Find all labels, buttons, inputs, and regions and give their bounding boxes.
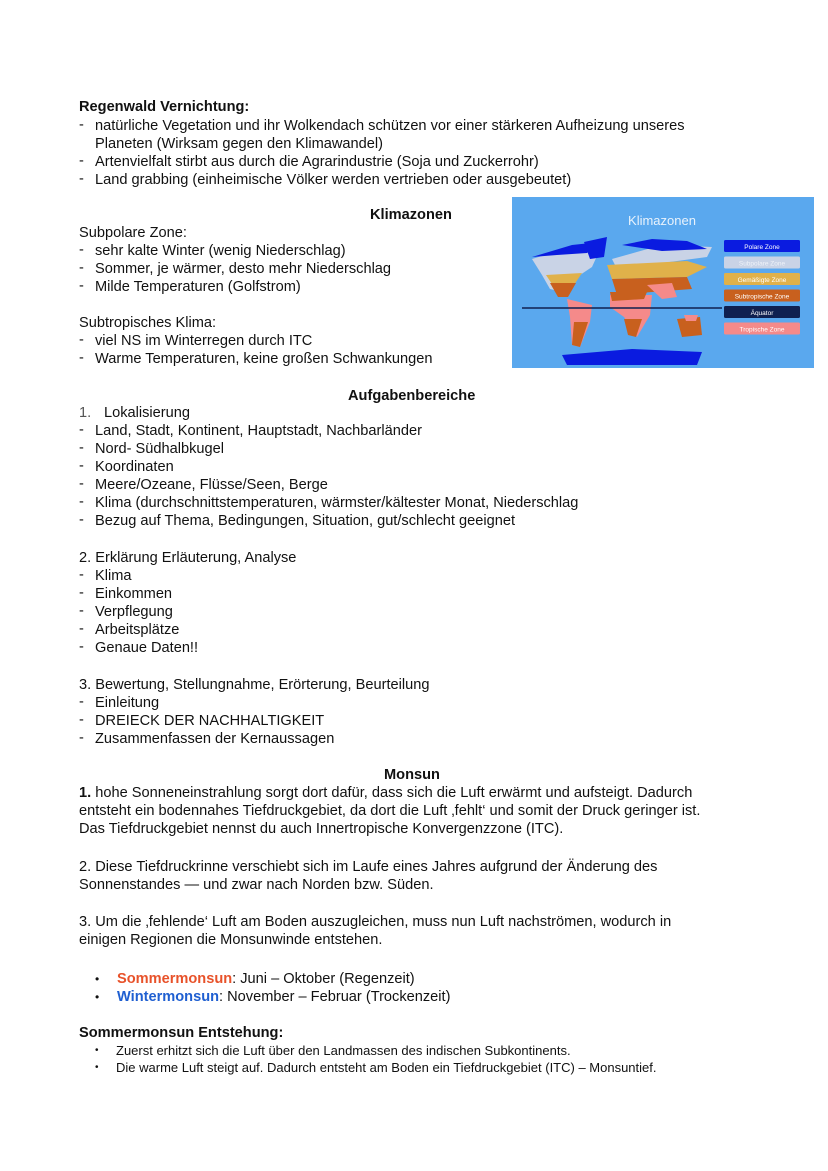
list-item: Nord- Südhalbkugel	[95, 441, 224, 457]
dash: -	[79, 639, 84, 655]
dash: -	[79, 117, 84, 133]
dash: -	[79, 153, 84, 169]
climate-zones-map	[512, 197, 814, 368]
section-title: 3. Bewertung, Stellungnahme, Erörterung, Beurteilung	[79, 677, 430, 693]
paragraph-number: 1.	[79, 785, 92, 801]
paragraph-1-line: entsteht ein bodennahes Tiefdruckgebiet, da dort die Luft ‚fehlt‘ und somit der Druck geringer ist.	[79, 803, 701, 819]
subpolar-title: Subpolare Zone:	[79, 225, 187, 241]
bullet: •	[95, 1062, 99, 1073]
winter-monsoon-label: Wintermonsun	[117, 989, 220, 1005]
list-item: Einkommen	[95, 586, 173, 602]
dash: -	[79, 476, 84, 492]
bullet: •	[95, 990, 100, 1004]
list-item-continued: Planeten (Wirksam gegen den Klimawandel)	[95, 136, 383, 152]
dash: -	[79, 440, 84, 456]
paragraph-3-line: 3. Um die ‚fehlende‘ Luft am Boden auszugleichen, muss nun Luft nachströmen, wodurch in	[79, 914, 672, 930]
paragraph-3-line: einigen Regionen die Monsunwinde entstehen.	[79, 932, 383, 948]
dash: -	[79, 694, 84, 710]
list-item: Meere/Ozeane, Flüsse/Seen, Berge	[95, 477, 328, 493]
winter-monsoon-item	[117, 988, 450, 1006]
dash: -	[79, 458, 84, 474]
list-item: Artenvielfalt stirbt aus durch die Agrarindustrie (Soja und Zuckerrohr)	[95, 154, 539, 170]
list-item: Die warme Luft steigt auf. Dadurch entsteht am Boden ein Tiefdruckgebiet (ITC) – Monsuntief.	[116, 1060, 657, 1075]
list-item: Verpflegung	[95, 604, 173, 620]
summer-monsoon-item	[117, 970, 415, 988]
dash: -	[79, 730, 84, 746]
section-title: 2. Erklärung Erläuterung, Analyse	[79, 550, 297, 566]
list-item: Arbeitsplätze	[95, 622, 180, 638]
paragraph-1-line	[79, 784, 692, 802]
list-item: sehr kalte Winter (wenig Niederschlag)	[95, 243, 346, 259]
dash: -	[79, 621, 84, 637]
subtropisch-title: Subtropisches Klima:	[79, 315, 217, 331]
list-item: Koordinaten	[95, 459, 174, 475]
dash: -	[79, 567, 84, 583]
dash: -	[79, 171, 84, 187]
klimazonen-heading: Klimazonen	[370, 207, 452, 223]
list-item: viel NS im Winterregen durch ITC	[95, 333, 313, 349]
list-item: Milde Temperaturen (Golfstrom)	[95, 279, 301, 295]
entstehung-heading: Sommermonsun Entstehung:	[79, 1025, 284, 1041]
summer-monsoon-text: : Juni – Oktober (Regenzeit)	[232, 971, 415, 987]
list-item: Sommer, je wärmer, desto mehr Niederschlag	[95, 261, 392, 277]
list-item: Land grabbing (einheimische Völker werden vertrieben oder ausgebeutet)	[95, 172, 572, 188]
dash: -	[79, 712, 84, 728]
list-item: Einleitung	[95, 695, 160, 711]
map-title: Klimazonen	[628, 213, 696, 228]
paragraph-2-line: Sonnenstandes — und zwar nach Norden bzw. Süden.	[79, 877, 434, 893]
list-item: Klima	[95, 568, 132, 584]
list-item: natürliche Vegetation und ihr Wolkendach schützen vor einer stärkeren Aufheizung unseres	[95, 118, 685, 134]
list-item: Land, Stadt, Kontinent, Hauptstadt, Nachbarländer	[95, 423, 422, 439]
dash: -	[79, 585, 84, 601]
bullet: •	[95, 972, 100, 986]
winter-monsoon-text: : November – Februar (Trockenzeit)	[219, 989, 451, 1005]
list-item: Zuerst erhitzt sich die Luft über den Landmassen des indischen Subkontinents.	[116, 1043, 571, 1058]
dash: -	[79, 603, 84, 619]
dash: -	[79, 512, 84, 528]
legend-label: Subpolare Zone	[738, 260, 786, 268]
summer-monsoon-label: Sommermonsun	[117, 971, 233, 987]
legend-label: Tropische Zone	[739, 326, 785, 334]
list-item: Klima (durchschnittstemperaturen, wärmster/kältester Monat, Niederschlag	[95, 495, 579, 511]
monsun-heading: Monsun	[384, 767, 440, 783]
list-item: Zusammenfassen der Kernaussagen	[95, 731, 335, 747]
legend-label: Subtropische Zone	[734, 293, 790, 301]
paragraph-text: hohe Sonneneinstrahlung sorgt dort dafür, dass sich die Luft erwärmt und aufsteigt. Dadurch	[91, 785, 693, 801]
list-item: Bezug auf Thema, Bedingungen, Situation, gut/schlecht geeignet	[95, 513, 516, 529]
aufgaben-heading: Aufgabenbereiche	[348, 388, 476, 404]
paragraph-2-line: 2. Diese Tiefdruckrinne verschiebt sich im Laufe eines Jahres aufgrund der Änderung des	[79, 859, 658, 875]
section-number: 1.	[79, 405, 92, 421]
legend-label: Gemäßigte Zone	[737, 277, 787, 284]
regenwald-heading: Regenwald Vernichtung:	[79, 99, 250, 115]
list-item: Warme Temperaturen, keine großen Schwankungen	[95, 351, 433, 367]
list-item: DREIECK DER NACHHALTIGKEIT	[95, 713, 325, 729]
dash: -	[79, 494, 84, 510]
dash: -	[79, 278, 84, 294]
list-item: Genaue Daten!!	[95, 640, 199, 656]
dash: -	[79, 422, 84, 438]
dash: -	[79, 260, 84, 276]
bullet: •	[95, 1045, 99, 1056]
dash: -	[79, 242, 84, 258]
dash: -	[79, 332, 84, 348]
section-title: Lokalisierung	[104, 405, 190, 421]
paragraph-1-line: Das Tiefdruckgebiet nennst du auch Innertropische Konvergenzzone (ITC).	[79, 821, 564, 837]
legend-label: Polare Zone	[744, 244, 780, 251]
dash: -	[79, 350, 84, 366]
legend-label: Äquator	[750, 310, 774, 317]
